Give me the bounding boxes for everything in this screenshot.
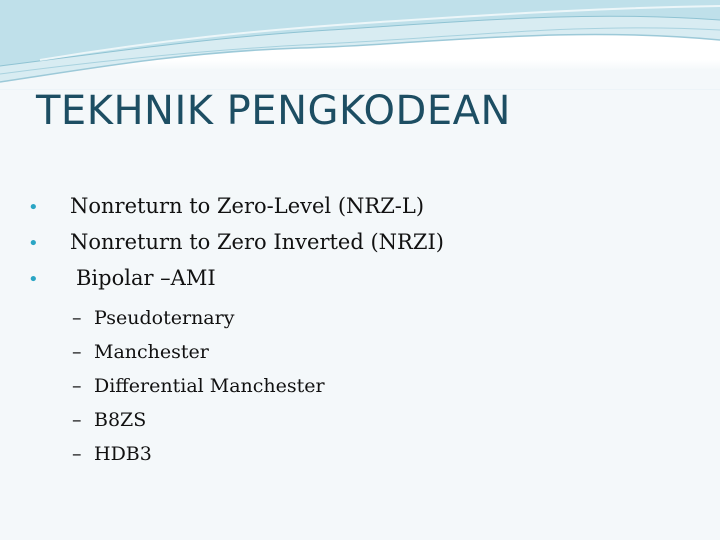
sub-list-item (72, 404, 325, 438)
bullet-text: Bipolar –AMI (76, 266, 216, 290)
dash-icon: – (72, 375, 82, 397)
dash-icon: – (72, 409, 82, 431)
sub-bullet-text: Pseudoternary (94, 307, 235, 329)
slide-title: TEKHNIK PENGKODEAN (36, 88, 511, 134)
dash-icon: – (72, 307, 82, 329)
sub-list-item (72, 336, 325, 370)
list-item (28, 190, 444, 226)
sub-bullet-text: Differential Manchester (94, 375, 325, 397)
sub-bullet-text: Manchester (94, 341, 209, 363)
header-wave-decoration (0, 0, 720, 90)
sub-list-item (72, 370, 325, 404)
dash-icon: – (72, 341, 82, 363)
list-item (28, 262, 444, 298)
sub-bullet-text: B8ZS (94, 409, 147, 431)
bullet-text: Nonreturn to Zero-Level (NRZ-L) (70, 194, 425, 218)
sub-bullet-text: HDB3 (94, 443, 152, 465)
bullet-text: Nonreturn to Zero Inverted (NRZI) (70, 230, 444, 254)
sub-bullet-list (72, 302, 325, 472)
bullet-list (28, 190, 444, 298)
list-item (28, 226, 444, 262)
bullet-icon: • (28, 233, 39, 254)
bullet-icon: • (28, 197, 39, 218)
sub-list-item (72, 302, 325, 336)
bullet-icon: • (28, 269, 39, 290)
sub-list-item (72, 438, 325, 472)
dash-icon: – (72, 443, 82, 465)
